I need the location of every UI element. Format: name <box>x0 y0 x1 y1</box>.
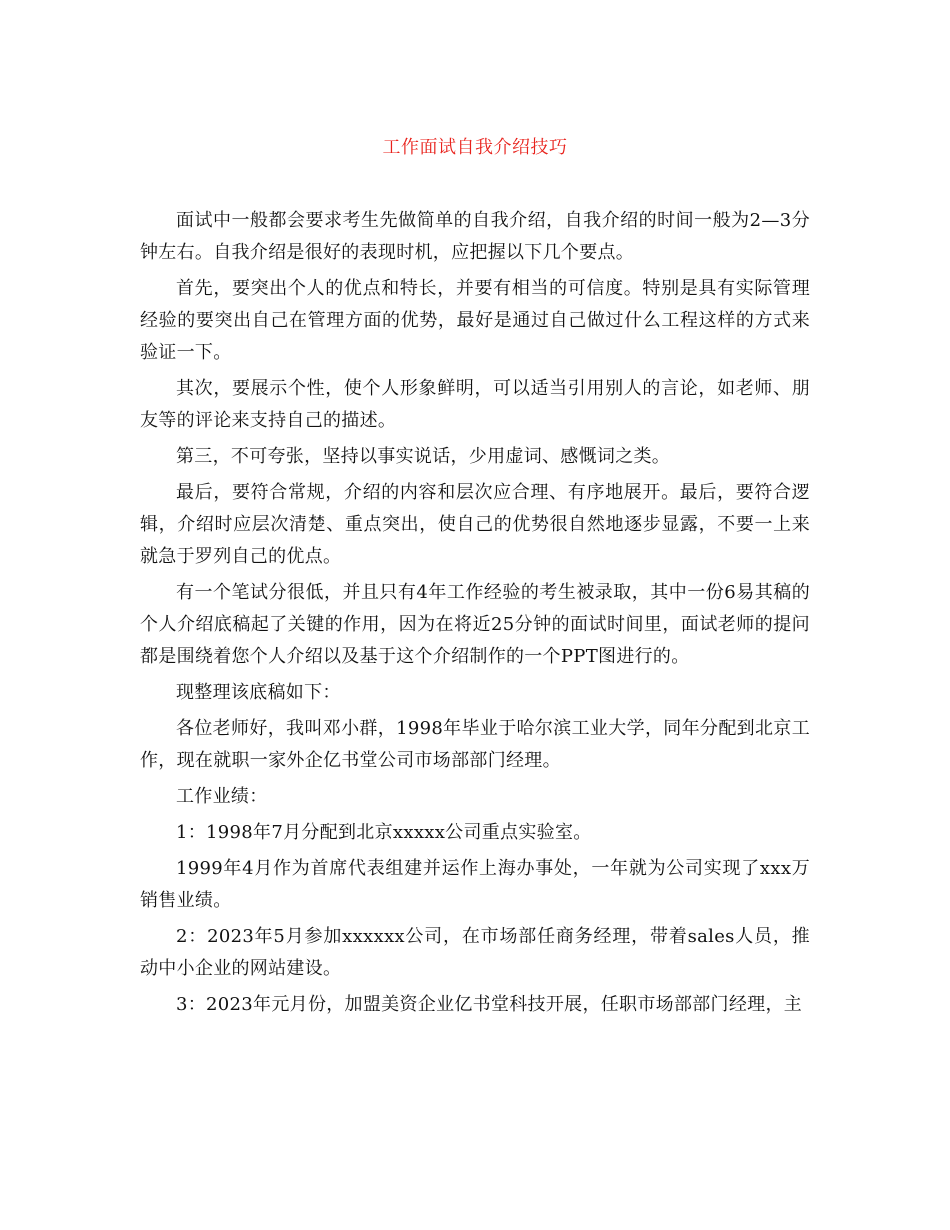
paragraph: 第三，不可夸张，坚持以事实说话，少用虚词、感慨词之类。 <box>176 446 671 467</box>
paragraph: 工作业绩： <box>176 786 268 807</box>
paragraph: 其次，要展示个性，使个人形象鲜明，可以适当引用别人的言论，如老师、朋友等的评论来支持自己的描述。 <box>140 378 810 431</box>
paragraph: 1999年4月作为首席代表组建并运作上海办事处，一年就为公司实现了xxx万销售业绩。 <box>140 858 810 911</box>
paragraph: 首先，要突出个人的优点和特长，并要有相当的可信度。特别是具有实际管理经验的要突出自己在管理方面的优势，最好是通过自己做过什么工程这样的方式来验证一下。 <box>140 278 810 363</box>
paragraph: 有一个笔试分很低，并且只有4年工作经验的考生被录取，其中一份6易其稿的个人介绍底稿起了关键的作用，因为在将近25分钟的面试时间里，面试老师的提问都是围绕着您个人介绍以及基于这个介绍制作的一个PPT图进行的。 <box>140 582 810 667</box>
paragraph: 1：1998年7月分配到北京xxxxx公司重点实验室。 <box>176 822 592 843</box>
paragraph: 2：2023年5月参加xxxxxx公司，在市场部任商务经理，带着sales人员，推动中小企业的网站建设。 <box>140 926 810 979</box>
document-body <box>140 205 810 1025</box>
paragraph: 面试中一般都会要求考生先做简单的自我介绍，自我介绍的时间一般为2—3分钟左右。自我介绍是很好的表现时机，应把握以下几个要点。 <box>140 210 810 263</box>
paragraph: 3：2023年元月份，加盟美资企业亿书堂科技开展，任职市场部部门经理，主 <box>176 994 803 1015</box>
document-title: 工作面试自我介绍技巧 <box>382 137 568 158</box>
paragraph: 现整理该底稿如下： <box>176 682 341 703</box>
paragraph: 最后，要符合常规，介绍的内容和层次应合理、有序地展开。最后，要符合逻辑，介绍时应层次清楚、重点突出，使自己的优势很自然地逐步显露，不要一上来就急于罗列自己的优点。 <box>140 482 810 567</box>
paragraph: 各位老师好，我叫邓小群，1998年毕业于哈尔滨工业大学，同年分配到北京工作，现在就职一家外企亿书堂公司市场部部门经理。 <box>140 718 810 771</box>
